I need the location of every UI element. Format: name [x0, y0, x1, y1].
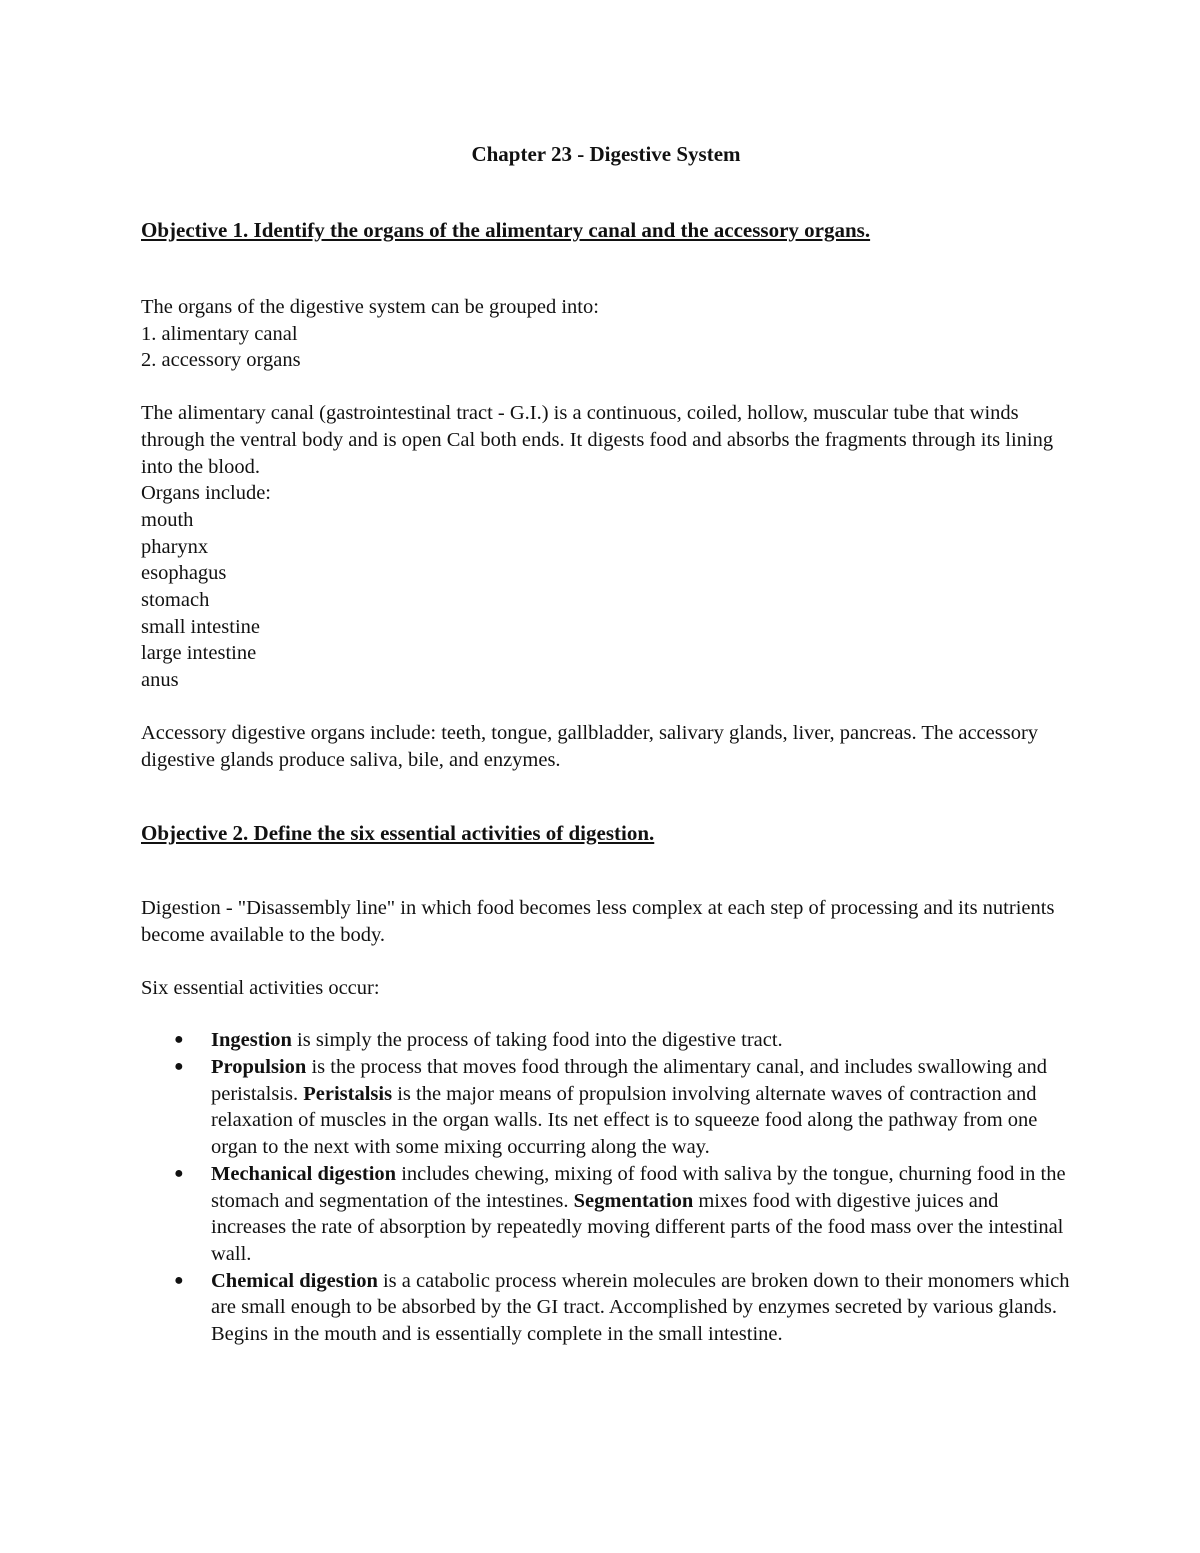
- organ-item: mouth: [141, 508, 194, 531]
- document-page: [141, 140, 1071, 1348]
- bullet-icon: ●: [174, 1271, 184, 1289]
- digestion-paragraph: Digestion - "Disassembly line" in which food becomes less complex at each step of processing and its nutrients become available to the body.: [141, 897, 1055, 946]
- list-item-mechanical-digestion: [141, 1161, 1071, 1268]
- activity-subtext: is the major means of propulsion involving alternate waves of contraction and relaxation of muscles in the organ walls. Its net effect is to squeeze food along the pathway from one organ to the next with some mixing occurring along the way.: [211, 1082, 1038, 1159]
- activity-term: Chemical digestion: [211, 1269, 378, 1292]
- activity-subterm: Segmentation: [573, 1189, 694, 1212]
- activity-text: includes chewing, mixing of food with saliva by the tongue, churning food in the stomach and segmentation of the intestines.: [211, 1162, 1066, 1212]
- organs-label: Organs include:: [141, 482, 271, 505]
- bullet-icon: ●: [174, 1031, 184, 1049]
- grouping-intro: The organs of the digestive system can be grouped into:: [141, 296, 599, 318]
- objective-1-heading: Objective 1. Identify the organs of the alimentary canal and the accessory organs.: [141, 218, 871, 242]
- alimentary-canal-paragraph: The alimentary canal (gastrointestinal tract - G.I.) is a continuous, coiled, hollow, muscular tube that winds through the ventral body and is open Cal both ends. It digests food and absorbs the fragments through its lining into the blood.: [141, 402, 1054, 478]
- organ-item: anus: [141, 669, 179, 692]
- activity-term: Mechanical digestion: [211, 1162, 397, 1185]
- list-item-propulsion: [141, 1054, 1071, 1161]
- objective-2-body: [141, 895, 1071, 1348]
- objective-2-heading: Objective 2. Define the six essential activities of digestion.: [141, 821, 655, 846]
- activity-text: is the process that moves food through the alimentary canal, and includes swallowing and peristalsis.: [211, 1056, 1047, 1105]
- organ-item: stomach: [141, 589, 210, 612]
- activity-text: is simply the process of taking food into the digestive tract.: [291, 1029, 783, 1052]
- activity-text: is a catabolic process wherein molecules are broken down to their monomers which are small enough to be absorbed by the GI tract. Accomplished by enzymes secreted by various glands. Begins in the mouth and is essentially complete in the small intestine.: [211, 1269, 1070, 1346]
- organ-item: small intestine: [141, 615, 260, 638]
- activities-list: [141, 1027, 1071, 1347]
- activity-term: Propulsion: [211, 1056, 307, 1079]
- activity-subterm: Peristalsis: [303, 1082, 393, 1105]
- accessory-organs-paragraph: Accessory digestive organs include: teeth, tongue, gallbladder, salivary glands, liver, pancreas. The accessory digestive glands produce saliva, bile, and enzymes.: [141, 721, 1039, 771]
- list-item-ingestion: [141, 1027, 1071, 1054]
- group-item: 1. alimentary canal: [141, 322, 298, 345]
- activity-subtext: mixes food with digestive juices and increases the rate of absorption by repeatedly moving different parts of the food mass over the intestinal wall.: [211, 1189, 1064, 1265]
- bullet-icon: ●: [174, 1164, 184, 1182]
- activities-intro: Six essential activities occur:: [141, 976, 380, 999]
- objective-1-body: [141, 294, 1071, 773]
- bullet-icon: ●: [174, 1058, 184, 1076]
- group-item: 2. accessory organs: [141, 349, 301, 372]
- page-title: Chapter 23 - Digestive System: [471, 142, 741, 166]
- list-item-chemical-digestion: [141, 1268, 1071, 1348]
- organ-item: large intestine: [141, 642, 257, 665]
- activity-term: Ingestion: [211, 1029, 292, 1052]
- organ-item: esophagus: [141, 562, 227, 585]
- organ-item: pharynx: [141, 535, 209, 558]
